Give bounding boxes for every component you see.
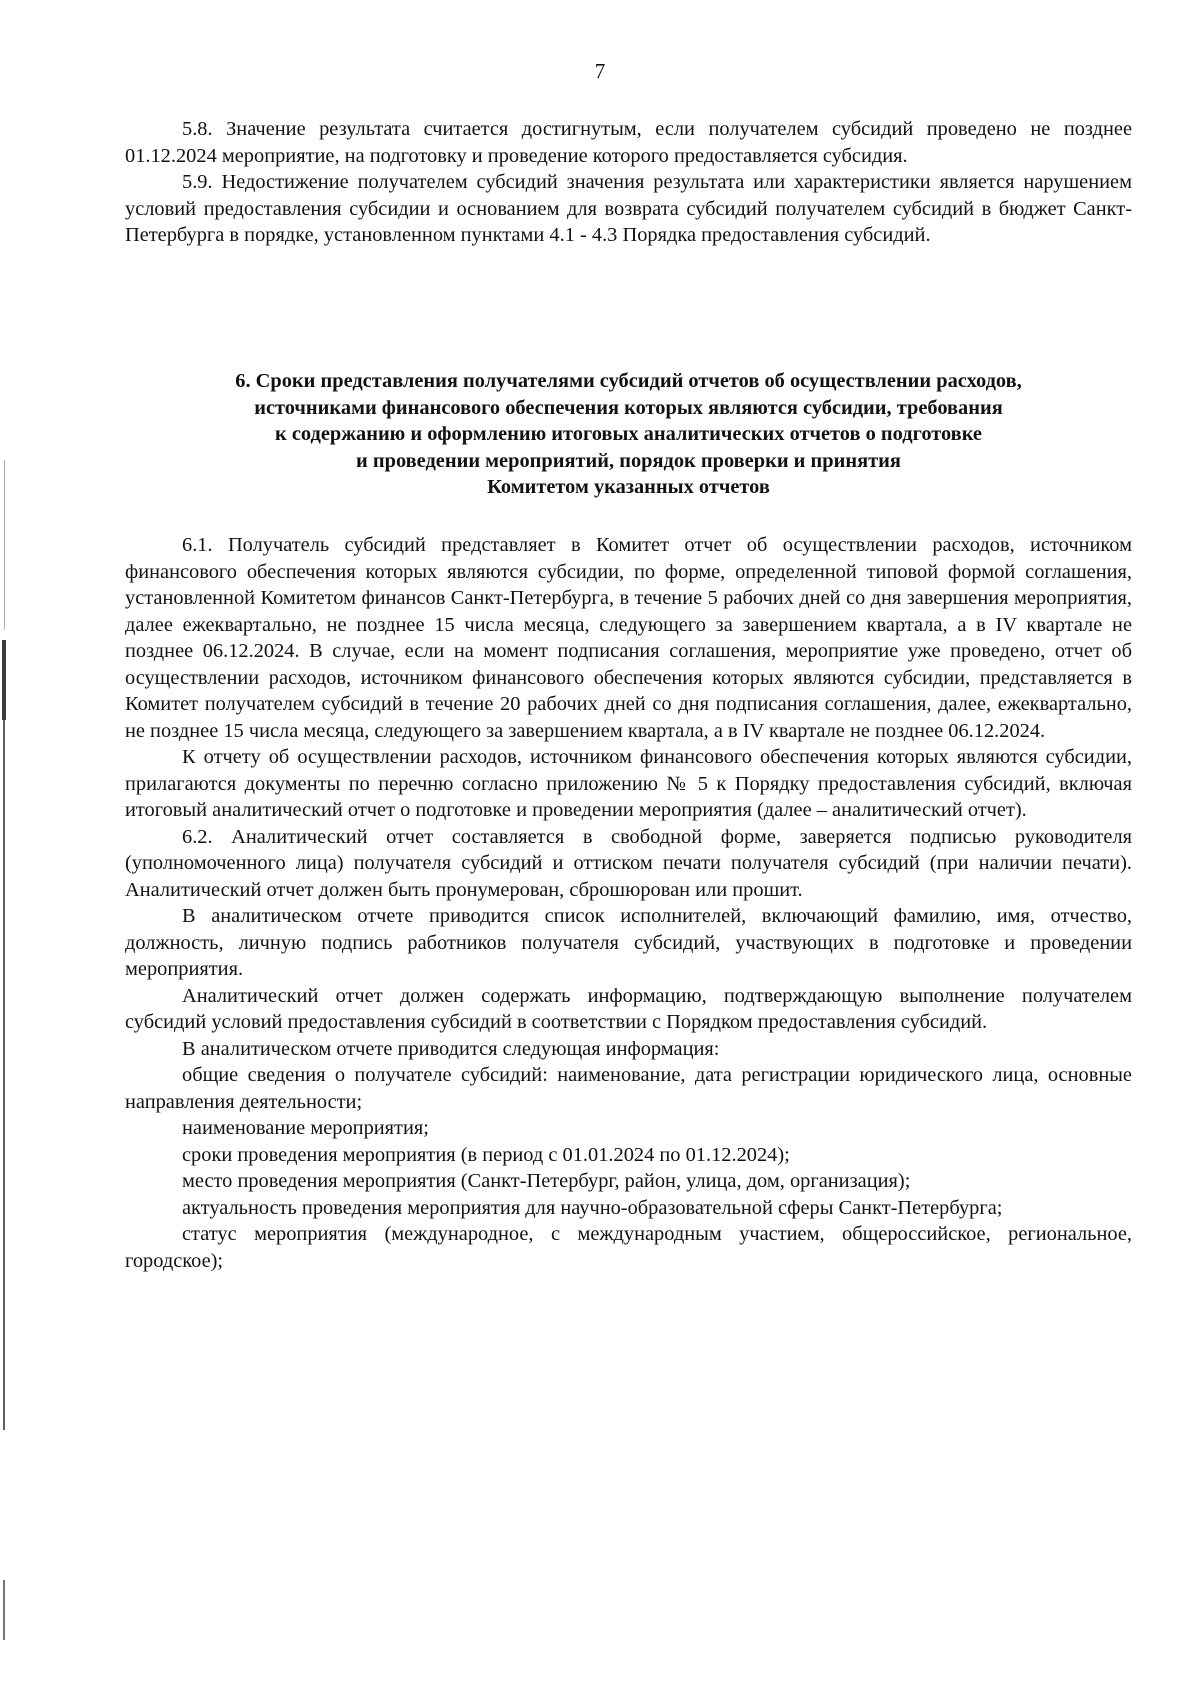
paragraph-report-attachments: К отчету об осуществлении расходов, источником финансового обеспечения которых являются субсидии, прилагаются документы по перечню согласно приложению № 5 к Порядку предоставления субсидий, включая итоговый аналитический отчет о подготовке и проведении мероприятия (далее – аналитический отчет). bbox=[125, 746, 1132, 821]
list-item-event-relevance: актуальность проведения мероприятия для научно-образовательной сферы Санкт-Петербурга; bbox=[182, 1196, 1003, 1219]
scan-edge-mark bbox=[3, 720, 5, 1430]
heading-line: 6. Сроки представления получателями субсидий отчетов об осуществлении расходов, bbox=[235, 370, 1022, 392]
scan-edge-mark bbox=[3, 1580, 5, 1640]
list-item-event-name: наименование мероприятия; bbox=[182, 1117, 429, 1139]
section-6-heading bbox=[125, 368, 1132, 501]
page-number: 7 bbox=[594, 59, 606, 83]
heading-line: и проведении мероприятий, порядок проверки и принятия bbox=[356, 449, 901, 472]
paragraph-5-8: 5.8. Значение результата считается достигнутым, если получателем субсидий проведено не позднее 01.12.2024 мероприятие, на подготовку и проведение которого предоставляется субсидия. bbox=[125, 118, 1132, 167]
paragraph-6-2: 6.2. Аналитический отчет составляется в свободной форме, заверяется подписью руководителя (уполномоченного лица) получателя субсидий и оттиском печати получателя субсидий (при наличии печати). Аналитический отчет должен быть пронумерован, сброшюрован или прошит. bbox=[125, 825, 1132, 901]
paragraph-report-content: Аналитический отчет должен содержать информацию, подтверждающую выполнение получателем субсидий условий предоставления субсидий в соответствии с Порядком предоставления субсидий. bbox=[125, 984, 1132, 1033]
list-item-event-status: статус мероприятия (международное, с международным участием, общероссийское, региональное, городское); bbox=[125, 1223, 1132, 1272]
scan-edge-mark bbox=[2, 640, 6, 720]
section-6-body bbox=[125, 532, 1132, 1274]
paragraph-6-1: 6.1. Получатель субсидий представляет в Комитет отчет об осуществлении расходов, источником финансового обеспечения которых являются субсидии, по форме, определенной типовой формой соглашения, установленной Комитетом финансов Санкт-Петербурга, в течение 5 рабочих дней со дня завершения мероприятия, далее ежеквартально, не позднее 15 числа месяца, следующего за завершением квартала, а в IV квартале не позднее 06.12.2024. В случае, если на момент подписания соглашения, мероприятие уже проведено, отчет об осуществлении расходов, источником финансового обеспечения которых являются субсидии, представляется в Комитет получателем субсидий в течение 20 рабочих дней со дня подписания соглашения, далее, ежеквартально, не позднее 15 числа месяца, следующего за завершением квартала, а в IV квартале не позднее 06.12.2024. bbox=[125, 534, 1132, 742]
paragraph-5-9: 5.9. Недостижение получателем субсидий значения результата или характеристики является нарушением условий предоставления субсидии и основанием для возврата субсидий получателем субсидий в бюджет Санкт-Петербурга в порядке, установленном пунктами 4.1 - 4.3 Порядка предоставления субсидий. bbox=[125, 171, 1132, 246]
list-item-event-dates: сроки проведения мероприятия (в период с 01.01.2024 по 01.12.2024); bbox=[182, 1143, 790, 1166]
heading-line: к содержанию и оформлению итоговых аналитических отчетов о подготовке bbox=[275, 423, 982, 445]
paragraph-info-intro: В аналитическом отчете приводится следующая информация: bbox=[182, 1037, 720, 1060]
list-item-event-venue: место проведения мероприятия (Санкт-Петербург, район, улица, дом, организация); bbox=[182, 1170, 911, 1192]
paragraph-executors-list: В аналитическом отчете приводится список исполнителей, включающий фамилию, имя, отчество, должность, личную подпись работников получателя субсидий, участвующих в подготовке и проведении мероприятия. bbox=[125, 905, 1132, 980]
heading-line: Комитетом указанных отчетов bbox=[487, 476, 770, 498]
list-item-general-info: общие сведения о получателе субсидий: наименование, дата регистрации юридического лица, основные направления деятельности; bbox=[125, 1064, 1132, 1113]
heading-line: источниками финансового обеспечения которых являются субсидии, требования bbox=[254, 396, 1003, 419]
scan-edge-mark bbox=[4, 460, 5, 630]
section-5-end bbox=[125, 116, 1132, 249]
